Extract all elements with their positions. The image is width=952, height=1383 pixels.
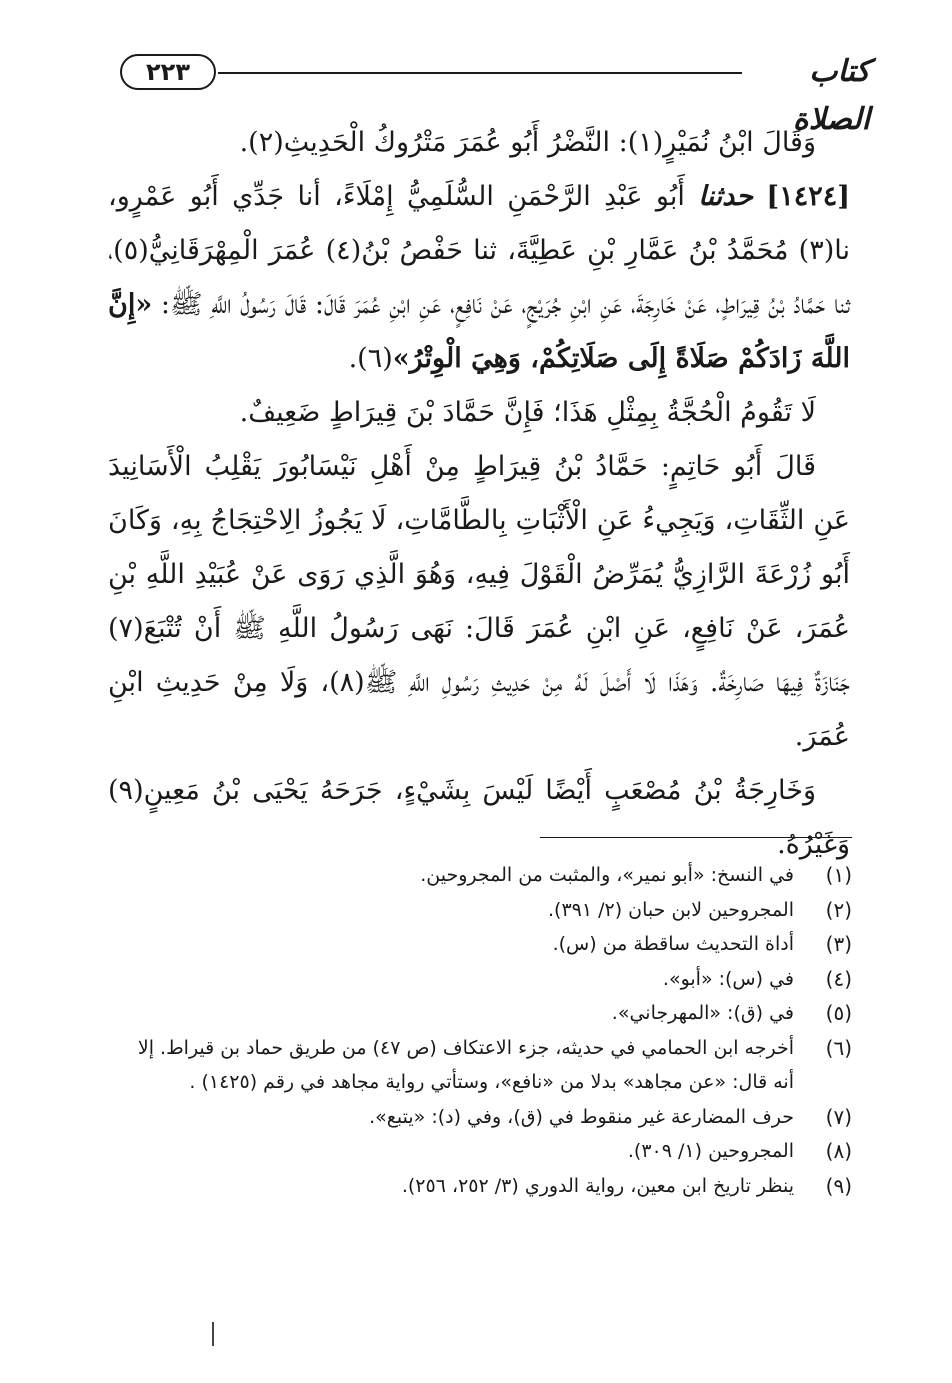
paragraph-ibn-numayr: وَقَالَ ابْنُ نُمَيْرٍ(١): النَّضْرُ أَبُو عُمَرَ مَتْرُوكُ الْحَدِيثِ(٢). <box>239 127 816 158</box>
footnote-text: أخرجه ابن الحمامي في حديثه، جزء الاعتكاف (ص ٤٧) من طريق حماد بن قيراط. إلا أنه قال: «عن مجاهد» بدلا من «نافع»، وستأتي رواية مجاهد في رقم (١٤٢٥) . <box>137 1036 794 1093</box>
header-rule <box>218 72 742 74</box>
footnote-text: في (س): «أبو». <box>662 967 794 990</box>
stray-mark <box>212 1322 214 1346</box>
book-title: كتاب الصلاة <box>792 54 870 137</box>
page-header <box>100 48 870 137</box>
footnote-number: (٩) <box>825 1173 852 1198</box>
footnote-number: (٢) <box>825 897 852 922</box>
footnote-item <box>112 996 852 1031</box>
footnote-text: أداة التحديث ساقطة من (س). <box>552 933 794 955</box>
footnote-divider <box>540 837 852 838</box>
footnote-number: (٨) <box>825 1139 852 1163</box>
footnote-number: (٦) <box>825 1035 852 1060</box>
footnote-item <box>112 1169 852 1204</box>
footnote-text: المجروحين لابن حبان (٢/ ٣٩١). <box>547 898 794 921</box>
footnote-item <box>112 1100 852 1135</box>
paragraph-kharija: وَخَارِجَةُ بْنُ مُصْعَبٍ أَيْضًا لَيْسَ بِشَيْءٍ، جَرَحَهُ يَحْيَى بْنُ مَعِينٍ(٩) وَغَيْرُهُ. <box>108 775 850 860</box>
footnote-item <box>112 1134 852 1169</box>
prophet-quote: «إِنَّ اللَّهَ زَادَكُمْ صَلَاةً إِلَى صَلَاتِكُمْ، وَهِيَ الْوِتْرُ» <box>108 289 850 374</box>
footnote-number: (٥) <box>825 1001 852 1025</box>
footnote-text: في (ق): «المهرجاني». <box>611 1002 794 1024</box>
paragraph-abu-hatim: قَالَ أَبُو حَاتِمٍ: حَمَّادُ بْنُ قِيرَاطٍ مِنْ أَهْلِ نَيْسَابُورَ يَقْلِبُ الْأَسَانِيدَ عَنِ الثِّقَاتِ، وَيَجِيءُ عَنِ الْأَثْبَاتِ بِالطَّامَّاتِ، لَا يَجُوزُ الِاحْتِجَاجُ بِهِ، وَكَانَ أَبُو زُرْعَةَ الرَّازِيُّ يُمَرِّضُ الْقَوْلَ فِيهِ، وَهُوَ الَّذِي رَوَى عَنْ عُبَيْدِ اللَّهِ بْنِ عُمَرَ، عَنْ نَافِعٍ، عَنِ ابْنِ عُمَرَ قَالَ: نَهَى رَسُولُ اللَّهِ ﷺ أَنْ تُتْبَعَ(٧) جَنَازَةٌ فِيهَا صَارِخَةٌ. وَهَذَا لَا أَصْلَ لَهُ مِنْ حَدِيثِ رَسُولِ اللَّهِ ﷺ(٨)، وَلَا مِنْ حَدِيثِ ابْنِ عُمَرَ. <box>108 451 850 752</box>
hadith-number: [١٤٢٤] <box>766 181 850 212</box>
hadith-end: (٦). <box>348 343 393 374</box>
footnote-item <box>112 927 852 962</box>
footnote-item <box>112 962 852 997</box>
footnote-item <box>112 858 852 893</box>
footnote-item <box>112 893 852 928</box>
footnote-number: (٧) <box>825 1104 852 1129</box>
footnote-text: في النسخ: «أبو نمير»، والمثبت من المجروحين. <box>420 864 794 886</box>
footnote-item <box>112 1031 852 1100</box>
paragraph-ruling: لَا تَقُومُ الْحُجَّةُ بِمِثْلِ هَذَا؛ فَإِنَّ حَمَّادَ بْنَ قِيرَاطٍ ضَعِيفٌ. <box>239 397 816 428</box>
haddathana-label: حدثنا <box>698 181 754 212</box>
footnote-number: (٣) <box>825 932 852 956</box>
footnotes <box>112 858 852 1203</box>
footnote-number: (١) <box>825 863 852 887</box>
footnote-text: حرف المضارعة غير منقوط في (ق)، وفي (د): «يتبع». <box>369 1105 794 1128</box>
page-number: ٢٢٣ <box>120 54 216 90</box>
footnote-number: (٤) <box>825 966 852 991</box>
hadith-chain: أَبُو عَبْدِ الرَّحْمَنِ السُّلَمِيُّ إِمْلَاءً، أنا جَدِّي أَبُو عَمْرٍو، نا(٣) مُحَمَّدُ بْنُ عَمَّارِ بْنِ عَطِيَّةَ، ثنا حَفْصُ بْنُ(٤) عُمَرَ الْمِهْرَقَانِيُّ(٥)، ثنا حَمَّادُ بْنُ قِيرَاطٍ، عَنْ خَارِجَةَ، عَنِ ابْنِ جُرَيْجٍ، عَنْ نَافِعٍ، عَنِ ابْنِ عُمَرَ قَالَ: قَالَ رَسُولُ اللَّهِ ﷺ: <box>108 181 851 320</box>
main-text <box>108 116 850 872</box>
footnote-text: ينظر تاريخ ابن معين، رواية الدوري (٣/ ٢٥٢، ٢٥٦). <box>401 1174 794 1197</box>
footnote-text: المجروحين (١/ ٣٠٩). <box>627 1140 794 1162</box>
hadith-1424 <box>108 170 850 386</box>
